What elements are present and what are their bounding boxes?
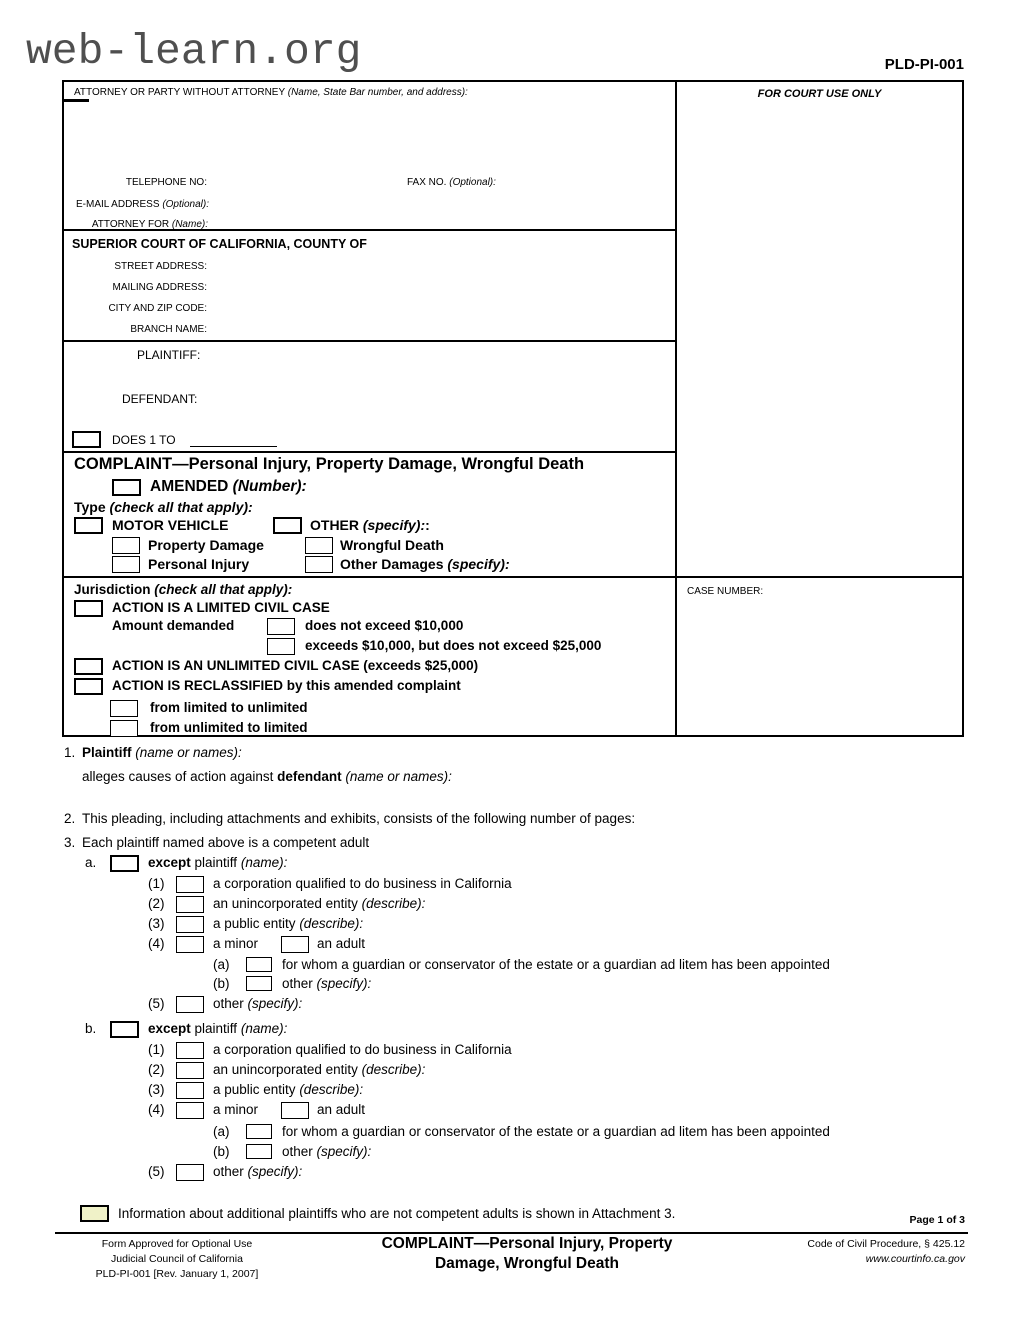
branch-name-label: BRANCH NAME:: [130, 324, 207, 335]
item-3a-5: (5) other (specify):: [148, 996, 303, 1011]
telephone-label: TELEPHONE NO:: [125, 177, 207, 188]
other-damages-label: Other Damages (specify):: [340, 556, 510, 572]
checkbox-3b-minor[interactable]: [176, 1102, 204, 1119]
checkbox-limited-civil[interactable]: [74, 600, 103, 617]
attorney-label: ATTORNEY OR PARTY WITHOUT ATTORNEY (Name, State Bar number, and address):: [74, 87, 468, 98]
amount-demanded-label: Amount demanded: [112, 618, 235, 633]
item-1-line2: alleges causes of action against defendant (name or names):: [82, 769, 452, 784]
case-number-box: [677, 578, 962, 737]
checkbox-property-damage[interactable]: [112, 537, 140, 554]
checkbox-unlimited-to-limited[interactable]: [110, 720, 138, 737]
item-3b-4b: (b) other (specify):: [213, 1144, 372, 1159]
checkbox-3a-5[interactable]: [176, 996, 204, 1013]
checkbox-3a-4b[interactable]: [246, 976, 272, 991]
limited-to-unlimited-label: from limited to unlimited: [150, 700, 308, 715]
plaintiff-label: PLAINTIFF:: [137, 348, 201, 362]
footer-approval: Form Approved for Optional Use Judicial Council of California PLD-PI-001 [Rev. January 1, 2007]: [95, 1238, 259, 1280]
checkbox-3b-4a[interactable]: [246, 1124, 272, 1139]
form-header-box: [62, 80, 964, 737]
city-zip-label: CITY AND ZIP CODE:: [108, 303, 207, 314]
does-range-input[interactable]: [190, 446, 277, 447]
case-number-label: CASE NUMBER:: [687, 586, 764, 597]
footer-form-title: COMPLAINT—Personal Injury, Property Damage, Wrongful Death: [381, 1235, 673, 1272]
item-3a-1: (1) a corporation qualified to do business in California: [148, 876, 512, 891]
item-3a-3: (3) a public entity (describe):: [148, 916, 364, 931]
email-label: E-MAIL ADDRESS (Optional):: [75, 199, 209, 210]
checkbox-personal-injury[interactable]: [112, 556, 140, 573]
checkbox-exceeds[interactable]: [267, 638, 295, 655]
unlimited-civil-label: ACTION IS AN UNLIMITED CIVIL CASE (exceeds $25,000): [112, 658, 479, 673]
form-code: PLD-PI-001: [884, 56, 964, 73]
checkbox-3a-4a[interactable]: [246, 957, 272, 972]
defendant-label: DEFENDANT:: [122, 392, 198, 406]
party-section: [64, 342, 675, 453]
attorney-section: [64, 82, 675, 231]
item-3b-3: (3) a public entity (describe):: [148, 1082, 364, 1097]
item-3a-header: a. except plaintiff (name):: [85, 855, 288, 870]
checkbox-wrongful-death[interactable]: [305, 537, 333, 554]
other-label: OTHER (specify)::: [310, 517, 430, 533]
exceeds-label: exceeds $10,000, but does not exceed $25,000: [305, 638, 602, 653]
email-row: [64, 199, 209, 210]
footer-citation: Code of Civil Procedure, § 425.12 www.courtinfo.ca.gov: [807, 1238, 965, 1265]
checkbox-other-damages[interactable]: [305, 556, 333, 573]
personal-injury-label: Personal Injury: [148, 556, 250, 572]
checkbox-3a-2[interactable]: [176, 896, 204, 913]
complaint-title: COMPLAINT—Personal Injury, Property Damage, Wrongful Death: [74, 455, 585, 473]
attorney-for-row: [64, 219, 208, 230]
jurisdiction-label: Jurisdiction (check all that apply):: [74, 582, 293, 597]
court-title: SUPERIOR COURT OF CALIFORNIA, COUNTY OF: [72, 237, 367, 251]
amended-label: AMENDED (Number):: [150, 478, 307, 495]
checkbox-reclassified[interactable]: [74, 678, 103, 695]
checkbox-3b-2[interactable]: [176, 1062, 204, 1079]
not-exceed-label: does not exceed $10,000: [305, 618, 464, 633]
checkbox-3a-adult[interactable]: [281, 936, 309, 953]
item-3b-5: (5) other (specify):: [148, 1164, 303, 1179]
checkbox-attachment[interactable]: [80, 1205, 109, 1222]
does-label: DOES 1 TO: [112, 433, 176, 447]
checkbox-3a-except[interactable]: [110, 855, 139, 872]
item-2: 2. This pleading, including attachments and exhibits, consists of the following number of pages:: [64, 811, 636, 826]
checkbox-amended[interactable]: [112, 479, 141, 496]
item-3a-4a: (a) for whom a guardian or conservator of the estate or a guardian ad litem has been appointed: [213, 957, 830, 972]
checkbox-3b-3[interactable]: [176, 1082, 204, 1099]
unlimited-to-limited-label: from unlimited to limited: [150, 720, 308, 735]
checkbox-unlimited-civil[interactable]: [74, 658, 103, 675]
complaint-section: [64, 453, 675, 576]
item-3a-4b: (b) other (specify):: [213, 976, 372, 991]
checkbox-3b-4b[interactable]: [246, 1144, 272, 1159]
page-number: Page 1 of 3: [909, 1214, 965, 1226]
court-section: [64, 231, 675, 342]
checkbox-3a-3[interactable]: [176, 916, 204, 933]
item-3b-4: (4) a minor an adult: [148, 1102, 366, 1117]
item-3b-1: (1) a corporation qualified to do business in California: [148, 1042, 512, 1057]
limited-civil-label: ACTION IS A LIMITED CIVIL CASE: [112, 600, 330, 615]
attorney-for-label: ATTORNEY FOR (Name):: [91, 219, 208, 230]
jurisdiction-section: [64, 578, 677, 737]
motor-vehicle-label: MOTOR VEHICLE: [112, 517, 229, 533]
site-title: web-learn.org: [26, 27, 362, 76]
wrongful-death-label: Wrongful Death: [340, 537, 444, 553]
checkbox-3a-minor[interactable]: [176, 936, 204, 953]
item-3: 3. Each plaintiff named above is a competent adult: [64, 835, 370, 850]
checkbox-motor-vehicle[interactable]: [74, 517, 103, 534]
attachment-label: Information about additional plaintiffs who are not competent adults is shown in Attachment 3.: [118, 1206, 676, 1221]
telephone-row: [64, 177, 675, 188]
item-3b-2: (2) an unincorporated entity (describe):: [148, 1062, 426, 1077]
street-address-label: STREET ADDRESS:: [114, 261, 207, 272]
type-label: Type (check all that apply):: [74, 499, 253, 515]
item-1: 1. Plaintiff (name or names):: [64, 745, 242, 760]
mailing-address-label: MAILING ADDRESS:: [112, 282, 207, 293]
reclassified-label: ACTION IS RECLASSIFIED by this amended complaint: [112, 678, 461, 693]
checkbox-not-exceed[interactable]: [267, 618, 295, 635]
court-use-box: [677, 82, 962, 576]
checkbox-does[interactable]: [72, 431, 101, 448]
fax-label: FAX NO. (Optional):: [407, 177, 496, 188]
checkbox-3a-1[interactable]: [176, 876, 204, 893]
checkbox-limited-to-unlimited[interactable]: [110, 700, 138, 717]
item-3a-2: (2) an unincorporated entity (describe):: [148, 896, 426, 911]
item-3b-header: b. except plaintiff (name):: [85, 1021, 288, 1036]
checkbox-other[interactable]: [273, 517, 302, 534]
footer-url: www.courtinfo.ca.gov: [865, 1253, 965, 1265]
for-court-use-label: FOR COURT USE ONLY: [757, 88, 882, 100]
item-3b-4a: (a) for whom a guardian or conservator of the estate or a guardian ad litem has been appointed: [213, 1124, 830, 1139]
checkbox-3b-adult[interactable]: [281, 1102, 309, 1119]
checkbox-3b-1[interactable]: [176, 1042, 204, 1059]
attorney-underline-mark: [64, 99, 89, 102]
property-damage-label: Property Damage: [148, 537, 264, 553]
item-3a-4: (4) a minor an adult: [148, 936, 366, 951]
checkbox-3b-5[interactable]: [176, 1164, 204, 1181]
checkbox-3b-except[interactable]: [110, 1021, 139, 1038]
